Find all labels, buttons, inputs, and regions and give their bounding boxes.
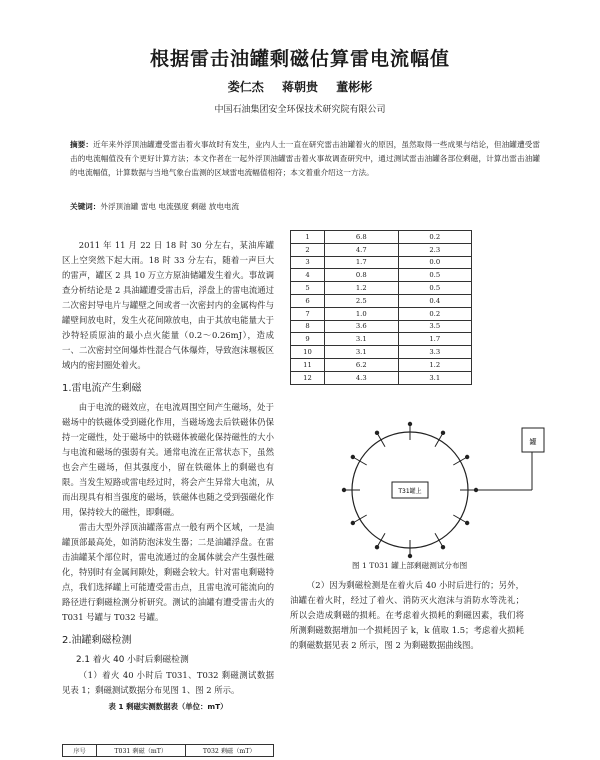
table-cell: 0.5 (398, 282, 472, 295)
table-cell: 12 (291, 371, 325, 384)
measurement-spoke (453, 515, 467, 523)
center-label: T31罐上 (398, 488, 422, 495)
side-label: 罐 (529, 438, 537, 446)
measurement-point (375, 431, 379, 435)
table-row (291, 243, 472, 256)
table-row (291, 231, 472, 244)
table-cell: 1.2 (325, 282, 399, 295)
table-cell: 5 (291, 282, 325, 295)
section-1-paragraph-1: 由于电流的磁效应，在电流周围空间产生磁场，处于磁场中的铁磁体受到磁化作用，当磁场逸去后铁磁体仍保持一定磁性，处于磁场中的铁磁体被磁化保持磁性的大小与电流和磁场的强弱有关。通常电流在正常状态下，虽然也会产生磁场，但其强度小，留在铁磁体上的剩磁也有限。当发生短路或雷电经过时，将会产生异常大电流，从而出现具有相当强度的磁场，铁磁体也随之受到强磁化作用，保持较大的磁性，即剩磁。 (62, 402, 274, 517)
affiliation: 中国石油集团安全环保技术研究院有限公司 (214, 105, 386, 115)
figure-1-diagram (300, 420, 580, 570)
measurement-spoke (377, 533, 385, 547)
table-row (291, 333, 472, 346)
left-column (62, 238, 274, 712)
table-cell: 2.5 (325, 294, 399, 307)
table-cell: 3.1 (325, 346, 399, 359)
table-header-cell: 序号 (63, 745, 97, 757)
table-row (291, 371, 472, 384)
table-cell: 4.7 (325, 243, 399, 256)
table-cell: 1.7 (325, 256, 399, 269)
table-cell: 4.3 (325, 371, 399, 384)
table-row (291, 256, 472, 269)
table-1-caption: 表 1 剩磁实测数据表（单位：mT） (108, 702, 228, 711)
subsection-2-1-heading: 2.1 着火 40 小时后剩磁检测 (76, 655, 189, 665)
table-cell: 4 (291, 269, 325, 282)
measurement-point (351, 455, 355, 459)
section-1-paragraph-2: 雷击大型外浮顶油罐落雷点一般有两个区域，一是油罐顶部最高处，如消防泡沫发生器；二是油罐浮盘。在雷击油罐某个部位时，雷电流通过的金属体就会产生强性磁化，特别时有金属间隙处，剩磁会较大。针对雷电剩磁特点，我们选择罐上可能遭受雷击点，且雷电流可能流向的路径进行剩磁检测分析研究。测试的油罐有遭受雷击火的 T031 号罐与 T032 号罐。 (62, 522, 274, 622)
table-cell: 3.1 (398, 371, 472, 384)
measurement-point (465, 521, 469, 525)
intro-paragraph: 2011 年 11 月 22 日 18 时 30 分左右，某油库罐区上空突然下起大雨。18 时 33 分左右，随着一声巨大的雷声，罐区 2 具 10 万立方原油储罐发生着火。事故调查分析结论是 2 具油罐遭受雷击后，浮盘上的雷电流通过二次密封导电片与罐壁之间或者一次密封内的金属构件与罐壁间放电时，发生火花间隙放电，由于其放电能量大于沙特轻质原油的最小点火能量（0.2～0.26mJ），造成一、二次密封空间爆炸性混合气体爆炸，导致泡沫堰板区域内的密封圈处着火。 (62, 240, 274, 370)
measurement-spoke (435, 433, 443, 447)
abstract-label: 摘要： (70, 140, 94, 149)
table-cell: 0.2 (398, 231, 472, 244)
paper-title: 根据雷击油罐剩磁估算雷电流幅值 (149, 48, 450, 70)
measurement-point (465, 455, 469, 459)
table-cell: 0.0 (398, 256, 472, 269)
table-cell: 3.1 (325, 333, 399, 346)
table-cell: 1.7 (398, 333, 472, 346)
table-cell: 9 (291, 333, 325, 346)
figure-1-caption: 图 1 T031 罐上部剩磁测试分布图 (352, 561, 468, 570)
measurement-spoke (353, 515, 367, 523)
table-row (291, 358, 472, 371)
measurement-point (408, 554, 412, 558)
subsection-2-1-paragraph: （1）着火 40 小时后 T031、T032 剩磁测试数据见表 1；剩磁测试数据分布见图 1、图 2 所示。 (62, 670, 274, 695)
figure-1 (300, 420, 580, 570)
table-cell: 6.2 (325, 358, 399, 371)
table-cell: 6 (291, 294, 325, 307)
table-row (291, 307, 472, 320)
table-row (291, 282, 472, 295)
measurement-point (351, 521, 355, 525)
table-row (291, 320, 472, 333)
abstract-text: 近年来外浮顶油罐遭受雷击着火事故时有发生，业内人士一直在研究雷击油罐着火的原因，虽然取得一些成果与结论，但油罐遭受雷击的电流幅值没有个更好计算方法；本文作者在一起外浮顶油罐雷击着火事故调查研究中，通过测试雷击油罐各部位剩磁，计算出雷击油罐的电流幅值，计算数据与当地气象台监测的区域雷电流幅值相符；本文着重介绍这一方法。 (70, 140, 540, 177)
table-row (291, 294, 472, 307)
table-row (291, 269, 472, 282)
measurement-point (441, 545, 445, 549)
table-cell: 3 (291, 256, 325, 269)
table-cell: 7 (291, 307, 325, 320)
keywords (70, 201, 540, 212)
table-cell: 8 (291, 320, 325, 333)
table-cell: 10 (291, 346, 325, 359)
keywords-text: 外浮顶油罐 雷电 电流强度 剩磁 放电电流 (100, 202, 240, 211)
table-cell: 11 (291, 358, 325, 371)
table-cell: 0.4 (398, 294, 472, 307)
right-paragraph: （2）因为剩磁检测是在着火后 40 小时后进行的；另外，油罐在着火时，经过了着火、消防灭火泡沫与消防水等洗礼；所以会造成剩磁的损耗。在考虑着火损耗的剩磁因素，我们将所测剩磁数据增加一个损耗因子 k，k 值取 1.5；考虑着火损耗的剩磁数据见表 2 所示，图 2 为剩磁数据曲线图。 (290, 580, 524, 650)
measurement-spoke (453, 457, 467, 465)
measurement-point (441, 431, 445, 435)
table-cell: 0.5 (398, 269, 472, 282)
keywords-label: 关键词： (70, 202, 101, 211)
measurement-spoke (377, 433, 385, 447)
table-1-header (62, 744, 274, 757)
author-list (0, 78, 600, 95)
table-row (291, 346, 472, 359)
table-1-data (290, 230, 472, 385)
table-cell: 2.3 (398, 243, 472, 256)
abstract (70, 138, 540, 180)
section-2-heading: 2.油罐剩磁检测 (62, 635, 132, 646)
table-cell: 3.5 (398, 320, 472, 333)
measurement-spoke (435, 533, 443, 547)
author-name: 娄仁杰 (227, 80, 264, 94)
right-column-text (290, 578, 524, 653)
table-cell: 0.2 (398, 307, 472, 320)
right-column-table (290, 230, 472, 385)
author-name: 蒋朝贵 (281, 80, 318, 94)
table-cell: 1.0 (325, 307, 399, 320)
table-cell: 2 (291, 243, 325, 256)
table-header-cell: T031 剩磁（mT） (97, 745, 186, 757)
measurement-point (375, 545, 379, 549)
table-cell: 6.8 (325, 231, 399, 244)
table-header-cell: T032 剩磁（mT） (185, 745, 274, 757)
table-cell: 1 (291, 231, 325, 244)
table-cell: 0.8 (325, 269, 399, 282)
table-cell: 3.6 (325, 320, 399, 333)
author-name: 董彬彬 (336, 80, 373, 94)
measurement-spoke (353, 457, 367, 465)
measurement-point (408, 422, 412, 426)
table-cell: 1.2 (398, 358, 472, 371)
section-1-heading: 1.雷电流产生剩磁 (62, 383, 142, 394)
measurement-point (342, 488, 346, 492)
table-cell: 3.3 (398, 346, 472, 359)
